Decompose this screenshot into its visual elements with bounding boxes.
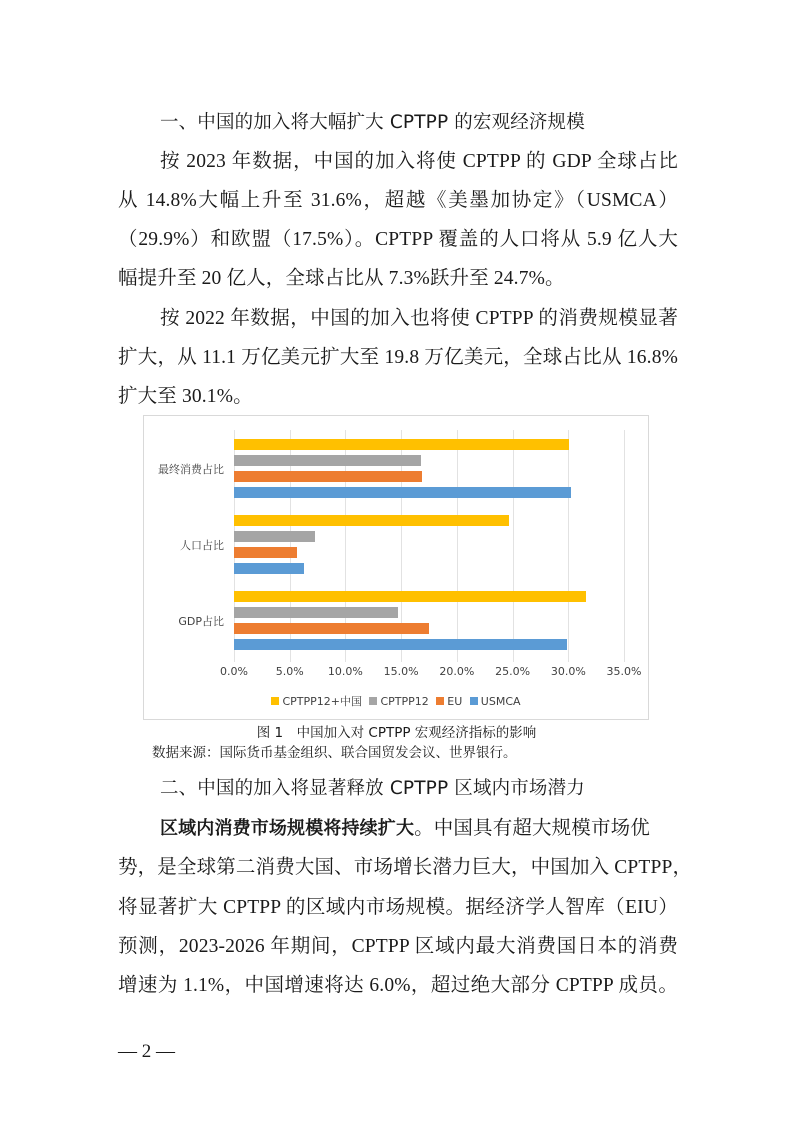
- paragraph-3-line-2: 势，是全球第二消费大国、市场增长潜力巨大，中国加入 CPTPP，: [118, 857, 693, 878]
- x-tick-label: 25.0%: [495, 665, 531, 678]
- gridline: [513, 430, 514, 662]
- x-tick-label: 10.0%: [327, 665, 363, 678]
- section-2-heading: 二、中国的加入将显著释放 CPTPP 区域内市场潜力: [160, 778, 585, 799]
- legend-label: USMCA: [480, 695, 521, 708]
- paragraph-3-line-3: 将显著扩大 CPTPP 的区域内市场规模。据经济学人智库（EIU）: [118, 897, 678, 918]
- bar-gdp-cptpp12: [234, 607, 398, 618]
- category-label-population: 人口占比: [180, 539, 224, 552]
- paragraph-1-line-4: 幅提升至 20 亿人，全球占比从 7.3%跃升至 24.7%。: [118, 268, 565, 289]
- bar-consumption-usmca: [234, 487, 571, 498]
- paragraph-3-line-4: 预测，2023-2026 年期间，CPTPP 区域内最大消费国日本的消费: [118, 936, 678, 957]
- lead-rest: 。中国具有超大规模市场优: [414, 818, 650, 839]
- category-label-consumption: 最终消费占比: [158, 463, 224, 476]
- x-tick-label: 30.0%: [550, 665, 586, 678]
- x-tick-label: 0.0%: [220, 665, 248, 678]
- chart-legend: [144, 693, 648, 709]
- x-tick-label: 15.0%: [383, 665, 419, 678]
- legend-item-eu: [436, 695, 462, 708]
- bar-consumption-cptpp12-china: [234, 439, 569, 450]
- bold-lead-sentence: 区域内消费市场规模将持续扩大: [160, 818, 415, 839]
- legend-label: CPTPP12+中国: [282, 695, 362, 708]
- gridline: [624, 430, 625, 662]
- bar-population-eu: [234, 547, 297, 558]
- bar-population-cptpp12: [234, 531, 315, 542]
- paragraph-2-line-1: 按 2022 年数据，中国的加入也将使 CPTPP 的消费规模显著: [160, 308, 678, 329]
- legend-swatch: [369, 697, 377, 705]
- chart-plot-area: [234, 430, 624, 662]
- bar-population-cptpp12-china: [234, 515, 509, 526]
- bar-gdp-cptpp12-china: [234, 591, 586, 602]
- category-label-gdp: GDP占比: [178, 615, 224, 628]
- paragraph-3-line-5: 增速为 1.1%，中国增速将达 6.0%，超过绝大部分 CPTPP 成员。: [118, 975, 678, 996]
- paragraph-2-line-3: 扩大至 30.1%。: [118, 386, 253, 407]
- legend-item-usmca: [470, 695, 521, 708]
- paragraph-3-line-1: [160, 816, 678, 842]
- bar-consumption-cptpp12: [234, 455, 421, 466]
- page-number: — 2 —: [118, 1041, 175, 1062]
- bar-gdp-eu: [234, 623, 429, 634]
- paragraph-1-line-2: 从 14.8%大幅上升至 31.6%，超越《美墨加协定》（USMCA）: [118, 190, 678, 211]
- legend-swatch: [470, 697, 478, 705]
- figure-source: 数据来源：国际货币基金组织、联合国贸发会议、世界银行。: [152, 745, 517, 761]
- bar-consumption-eu: [234, 471, 422, 482]
- legend-item-cptpp12: [369, 695, 428, 708]
- legend-swatch: [271, 697, 279, 705]
- bar-population-usmca: [234, 563, 304, 574]
- legend-swatch: [436, 697, 444, 705]
- paragraph-2-line-2: 扩大，从 11.1 万亿美元扩大至 19.8 万亿美元，全球占比从 16.8%: [118, 347, 678, 368]
- x-tick-label: 35.0%: [606, 665, 642, 678]
- paragraph-1-line-3: （29.9%）和欧盟（17.5%）。CPTPP 覆盖的人口将从 5.9 亿人大: [118, 229, 678, 250]
- section-1-heading: 一、中国的加入将大幅扩大 CPTPP 的宏观经济规模: [160, 112, 585, 133]
- x-tick-label: 20.0%: [439, 665, 475, 678]
- legend-label: CPTPP12: [380, 695, 429, 708]
- gridline: [457, 430, 458, 662]
- x-tick-label: 5.0%: [275, 665, 304, 678]
- bar-gdp-usmca: [234, 639, 567, 650]
- figure-caption: 图 1 中国加入对 CPTPP 宏观经济指标的影响: [256, 725, 537, 741]
- legend-item-cptpp12-china: [271, 693, 362, 709]
- legend-label: EU: [447, 695, 463, 708]
- paragraph-1-line-1: 按 2023 年数据，中国的加入将使 CPTPP 的 GDP 全球占比: [160, 151, 678, 172]
- gridline: [568, 430, 569, 662]
- bar-chart: [143, 415, 649, 720]
